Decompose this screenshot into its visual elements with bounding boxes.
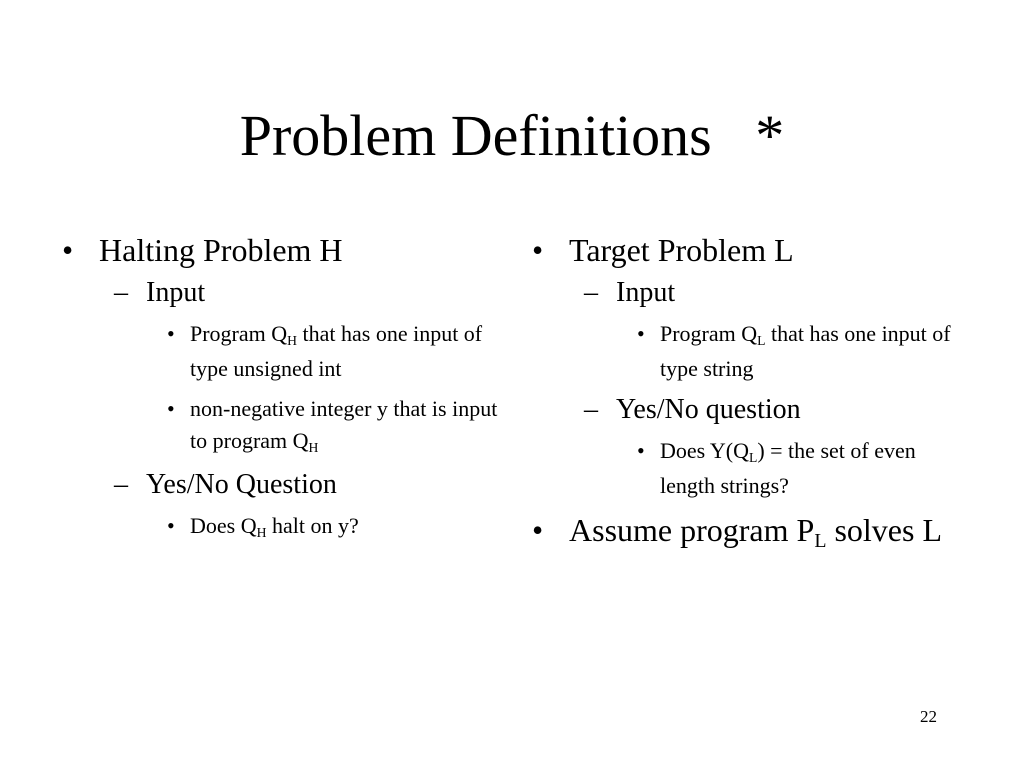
target-question-label: Yes/No question (616, 394, 801, 425)
program-qh-text: Program Q (190, 321, 288, 346)
target-problem-heading: Target Problem L (569, 232, 794, 268)
halting-problem-heading: Halting Problem H (99, 232, 343, 268)
page-number: 22 (920, 707, 937, 726)
subscript-h: H (256, 524, 267, 540)
bullet-dot: • (167, 321, 175, 346)
program-qh-description: that has one input of type unsigned int (190, 321, 483, 381)
subscript-l: L (749, 449, 758, 465)
bullet-dash: – (584, 394, 598, 425)
halting-input-subbullet (62, 276, 502, 310)
slide-title: Problem Definitions * (239, 103, 785, 168)
left-column (62, 230, 502, 553)
assume-program-bullet (532, 510, 962, 555)
halting-question-item (62, 510, 502, 545)
target-question-subbullet (532, 393, 962, 427)
subscript-h: H (308, 439, 319, 455)
halting-question-label: Yes/No Question (146, 469, 337, 500)
target-input-subbullet (532, 276, 962, 310)
subscript-h: H (287, 332, 297, 348)
halting-input-label: Input (146, 277, 206, 308)
subscript-l: L (757, 332, 766, 348)
right-column (532, 230, 962, 561)
halting-input-item-program (62, 318, 502, 385)
does-yql-text: Does Y(Q (660, 438, 749, 463)
bullet-dot: • (62, 232, 74, 268)
subscript-l: L (814, 529, 827, 552)
assume-program-text: Assume program P (569, 512, 815, 548)
halt-on-y-text: halt on y? (266, 513, 359, 538)
halting-input-item-integer (62, 393, 502, 460)
bullet-dash: – (114, 469, 128, 500)
bullet-dot: • (167, 513, 175, 538)
bullet-dash: – (114, 277, 128, 308)
target-question-item (532, 435, 962, 502)
bullet-dot: • (637, 438, 645, 463)
bullet-dot: • (167, 396, 175, 421)
target-input-label: Input (616, 277, 676, 308)
bullet-dash: – (584, 277, 598, 308)
halting-problem-bullet (62, 230, 502, 270)
bullet-dot: • (532, 512, 544, 548)
even-length-strings-text: ) = the set of even length strings? (660, 438, 916, 498)
target-input-item-program (532, 318, 962, 385)
target-problem-bullet (532, 230, 962, 270)
solves-l-text: solves L (826, 512, 942, 548)
halting-question-subbullet (62, 468, 502, 502)
bullet-dot: • (637, 321, 645, 346)
program-ql-text: Program Q (660, 321, 758, 346)
bullet-dot: • (532, 232, 544, 268)
does-qh-text: Does Q (190, 513, 257, 538)
integer-y-text: non-negative integer y that is input to program Q (190, 396, 498, 453)
program-ql-description: that has one input of type string (660, 321, 951, 381)
